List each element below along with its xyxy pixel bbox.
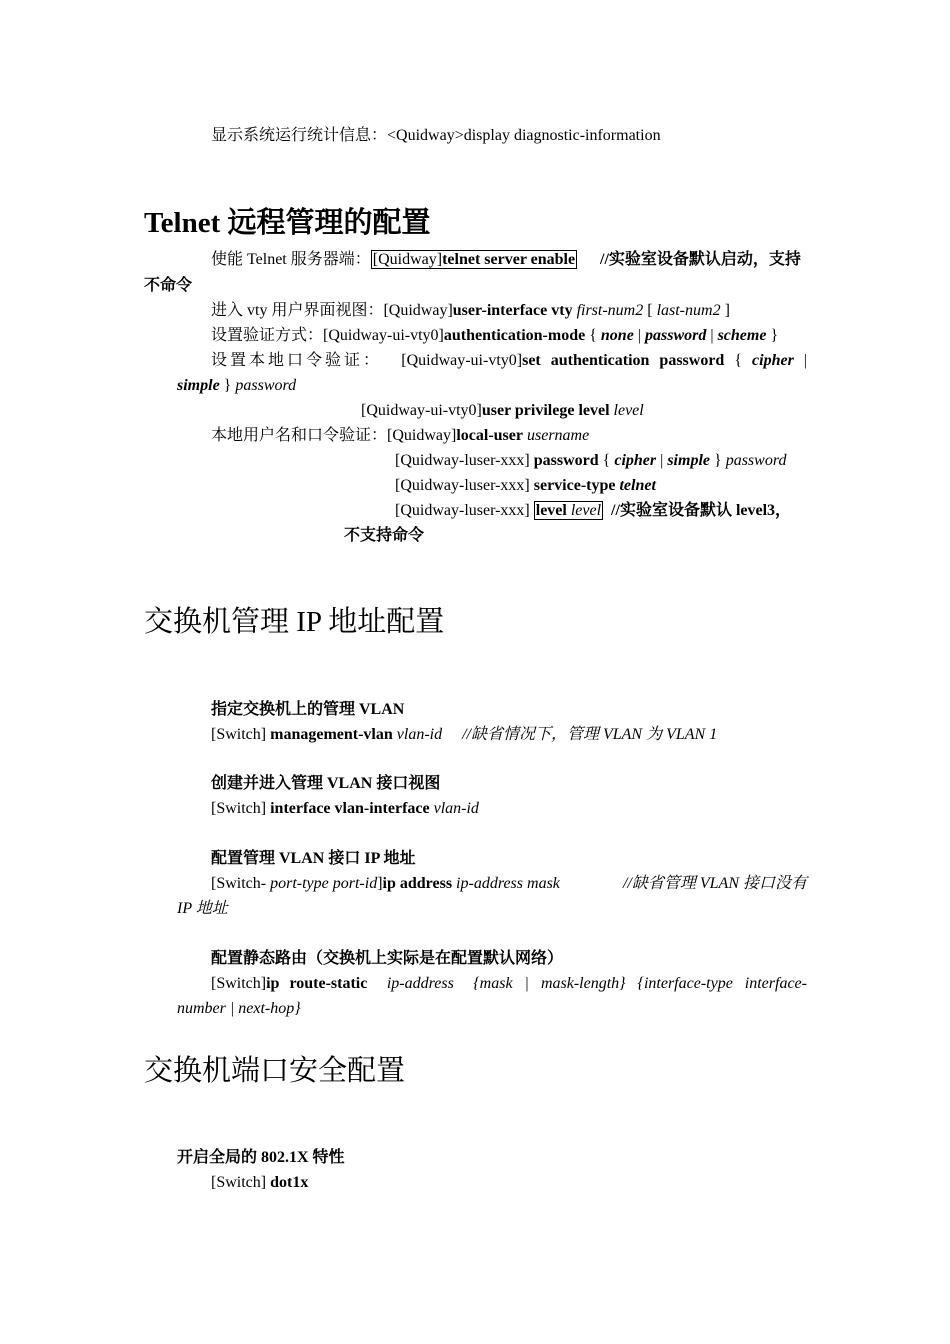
static-route-args: {mask | mask-length} {interface-type interface- — [473, 975, 807, 992]
luser-level-note-cont: 不支持命令 — [344, 527, 425, 544]
vty-bracket-close: ] — [720, 302, 730, 319]
luser-password-prompt: [Quidway-luser-xxx] — [395, 452, 534, 469]
telnet-enable-note: //实验室设备默认启动，支持 — [600, 251, 801, 268]
mgmt-vlan-command-line — [211, 725, 717, 745]
mgmt-vlan-note: //缺省情况下，管理 VLAN 为 VLAN 1 — [462, 726, 718, 743]
local-user-arg: username — [526, 427, 590, 444]
luser-password-sep: | — [656, 452, 668, 469]
luser-password-opt-cipher: cipher — [614, 452, 657, 469]
diagnostic-info-label: 显示系统运行统计信息： — [211, 127, 388, 144]
mgmt-ip-section-heading: 交换机管理 IP 地址配置 — [144, 606, 445, 638]
local-user-prompt: [Quidway] — [387, 427, 457, 444]
ip-address-prompt: [Switch- — [211, 875, 271, 892]
luser-service-type-prompt: [Quidway-luser-xxx] — [395, 477, 534, 494]
auth-mode-prompt: [Quidway-ui-vty0] — [323, 327, 444, 344]
privilege-line — [361, 401, 644, 421]
auth-mode-opt-none: none — [600, 327, 634, 344]
auth-mode-command: authentication-mode — [443, 327, 586, 344]
auth-mode-sep2: | — [706, 327, 718, 344]
static-route-command-line — [211, 974, 807, 994]
ip-address-prompt-close: ] — [377, 875, 383, 892]
auth-mode-line — [211, 326, 778, 346]
luser-password-arg: password — [725, 452, 787, 469]
telnet-enable-prompt: [Quidway] — [372, 251, 443, 268]
auth-mode-brace-open: { — [585, 327, 601, 344]
auth-mode-brace-close: } — [766, 327, 779, 344]
ip-address-prompt-arg: port-type port-id — [270, 875, 378, 892]
local-password-arg: password — [235, 377, 297, 394]
telnet-enable-command: telnet server enable — [442, 251, 576, 268]
vty-bracket-open: [ — [643, 302, 657, 319]
local-user-line — [211, 426, 589, 446]
luser-level-note: //实验室设备默认 level3， — [611, 502, 792, 519]
telnet-enable-label: 使能 Telnet 服务器端： — [211, 251, 371, 268]
luser-level-prompt: [Quidway-luser-xxx] — [395, 502, 534, 519]
local-password-opt-simple: simple — [177, 377, 220, 394]
local-password-brace-close: } — [219, 377, 236, 394]
ip-address-command-line — [211, 874, 807, 894]
dot1x-command-line — [211, 1173, 308, 1193]
ip-address-command: ip address — [382, 875, 453, 892]
local-password-cont-line — [177, 376, 296, 396]
static-route-command-group — [211, 974, 367, 994]
auth-mode-opt-scheme: scheme — [717, 327, 767, 344]
luser-service-type-command: service-type — [533, 477, 616, 494]
static-route-args-cont: number | next-hop} — [177, 1000, 301, 1017]
local-user-label: 本地用户名和口令验证： — [211, 427, 388, 444]
vlan-interface-prompt: [Switch] — [211, 800, 271, 817]
luser-service-type-line — [395, 476, 656, 496]
vty-arg-last: last-num2 — [656, 302, 721, 319]
luser-password-command: password — [533, 452, 599, 469]
ip-address-note-cont-text: IP 地址 — [177, 900, 228, 917]
telnet-section-heading: Telnet 远程管理的配置 — [144, 207, 431, 239]
local-user-command: local-user — [456, 427, 523, 444]
local-password-brace-open: { — [724, 352, 753, 369]
dot1x-command: dot1x — [270, 1174, 309, 1191]
vlan-interface-subheading: 创建并进入管理 VLAN 接口视图 — [211, 775, 441, 792]
diagnostic-info-command: <Quidway>display diagnostic-information — [387, 127, 661, 144]
luser-level-arg: level — [570, 502, 602, 519]
vty-line — [211, 301, 730, 321]
dot1x-subheading: 开启全局的 802.1X 特性 — [177, 1149, 345, 1166]
auth-mode-label: 设置验证方式： — [211, 327, 324, 344]
dot1x-prompt: [Switch] — [211, 1174, 271, 1191]
luser-service-type-arg: telnet — [619, 477, 656, 494]
diagnostic-info-line — [211, 126, 661, 146]
telnet-enable-note-cont: 不命令 — [144, 277, 193, 294]
vlan-interface-arg: vlan-id — [433, 800, 479, 817]
luser-password-opt-simple: simple — [667, 452, 710, 469]
telnet-enable-line — [211, 250, 577, 270]
telnet-enable-command-box — [371, 250, 577, 269]
mgmt-vlan-arg: vlan-id — [396, 726, 443, 743]
local-password-sep: | — [793, 352, 807, 369]
ip-address-subheading: 配置管理 VLAN 接口 IP 地址 — [211, 850, 416, 867]
static-route-prompt: [Switch] — [211, 975, 267, 992]
local-password-line — [211, 351, 807, 371]
local-password-prompt: [Quidway-ui-vty0] — [401, 352, 523, 369]
luser-password-brace-open: { — [598, 452, 615, 469]
luser-password-brace-close: } — [710, 452, 726, 469]
static-route-subheading: 配置静态路由（交换机上实际是在配置默认网络） — [211, 950, 564, 967]
vlan-interface-command-line — [211, 799, 479, 819]
ip-address-note-cont — [177, 899, 228, 919]
vty-label: 进入 vty 用户界面视图： — [211, 302, 384, 319]
luser-level-command-box — [534, 501, 603, 520]
luser-password-line — [395, 451, 786, 471]
vty-command: user-interface vty — [452, 302, 573, 319]
local-password-command: set authentication password — [522, 352, 725, 369]
luser-level-line — [395, 501, 791, 521]
privilege-arg: level — [613, 402, 644, 419]
local-password-label: 设置本地口令验证： — [211, 352, 383, 369]
mgmt-vlan-command: management-vlan — [270, 726, 393, 743]
auth-mode-opt-password: password — [645, 327, 707, 344]
static-route-cont-line — [177, 999, 301, 1019]
privilege-command: user privilege level — [481, 402, 610, 419]
auth-mode-sep1: | — [633, 327, 645, 344]
ip-address-note: //缺省管理 VLAN 接口没有 — [622, 875, 807, 892]
mgmt-vlan-subheading: 指定交换机上的管理 VLAN — [211, 701, 405, 718]
port-security-section-heading: 交换机端口安全配置 — [144, 1055, 406, 1087]
mgmt-vlan-prompt: [Switch] — [211, 726, 271, 743]
privilege-prompt: [Quidway-ui-vty0] — [361, 402, 482, 419]
vlan-interface-command: interface vlan-interface — [270, 800, 430, 817]
vty-prompt: [Quidway] — [383, 302, 453, 319]
static-route-command: ip route-static — [266, 975, 368, 992]
vty-arg-first: first-num2 — [576, 302, 644, 319]
local-password-opt-cipher: cipher — [752, 352, 794, 369]
ip-address-args: ip-address mask — [456, 875, 560, 892]
luser-level-command: level — [535, 502, 567, 519]
local-password-command-group — [401, 351, 807, 371]
static-route-ip-arg: ip-address — [386, 975, 454, 992]
